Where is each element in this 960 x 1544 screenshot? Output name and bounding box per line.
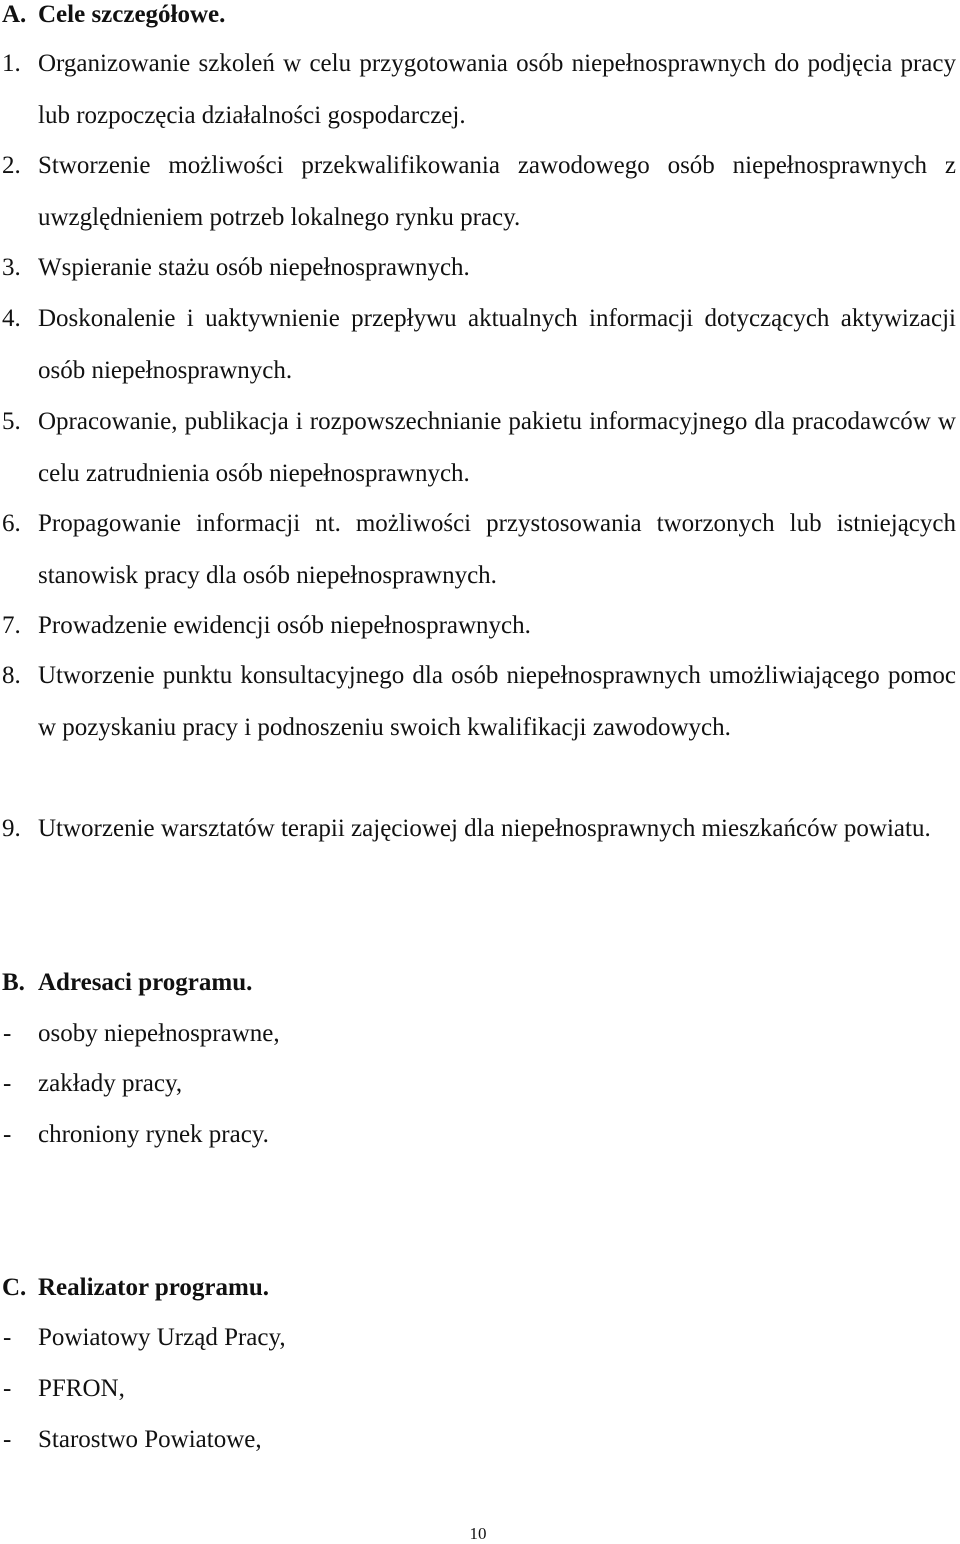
page-number: 10 (469, 1524, 487, 1543)
objective-number: 4. (2, 305, 21, 332)
addressee-text: osoby niepełnosprawne, (38, 1020, 280, 1047)
addressee-item (0, 1120, 956, 1150)
addressee-text: zakłady pracy, (38, 1070, 183, 1097)
addressee-item (0, 1069, 956, 1099)
section-b-title: Adresaci programu. (38, 969, 253, 996)
objective-item-7 (0, 600, 956, 652)
objective-text: Stworzenie możliwości przekwalifikowania zawodowego osób niepełnosprawnych z uwzględnieniem potrzeb lokalnego rynku pracy. (38, 152, 956, 231)
objective-number: 5. (2, 408, 21, 435)
section-c-title: Realizator programu. (38, 1274, 269, 1301)
list-dash: - (3, 1121, 12, 1148)
objective-number: 8. (2, 662, 21, 689)
objective-text: Organizowanie szkoleń w celu przygotowania osób niepełnosprawnych do podjęcia pracy lub rozpoczęcia działalności gospodarczej. (38, 50, 956, 129)
objective-number: 3. (2, 254, 21, 281)
list-dash: - (3, 1324, 12, 1351)
objective-item-1 (0, 38, 956, 141)
implementer-item (0, 1374, 956, 1404)
objective-text: Prowadzenie ewidencji osób niepełnosprawnych. (38, 612, 531, 639)
section-c-letter: C. (2, 1274, 27, 1301)
objective-text: Propagowanie informacji nt. możliwości przystosowania tworzonych lub istniejących stanowisk pracy dla osób niepełnosprawnych. (38, 510, 956, 589)
objective-number: 6. (2, 510, 21, 537)
implementer-text: PFRON, (38, 1375, 125, 1402)
implementer-text: Powiatowy Urząd Pracy, (38, 1324, 286, 1351)
list-dash: - (3, 1020, 12, 1047)
objective-number: 7. (2, 612, 21, 639)
section-b-heading (2, 968, 252, 998)
objective-item-4 (0, 293, 956, 396)
objective-text: Utworzenie punktu konsultacyjnego dla osób niepełnosprawnych umożliwiającego pomoc w pozyskaniu pracy i podnoszeniu swoich kwalifikacji zawodowych. (38, 662, 956, 741)
objective-text: Wspieranie stażu osób niepełnosprawnych. (38, 254, 470, 281)
objective-text: Utworzenie warsztatów terapii zajęciowej dla niepełnosprawnych mieszkańców powiatu. (38, 815, 931, 842)
section-c-heading (2, 1273, 269, 1303)
implementer-item (0, 1323, 956, 1353)
objective-item-2 (0, 140, 956, 243)
list-dash: - (3, 1426, 12, 1453)
addressee-item (0, 1019, 956, 1049)
objective-number: 9. (2, 815, 21, 842)
objective-item-6 (0, 498, 956, 601)
addressee-text: chroniony rynek pracy. (38, 1121, 269, 1148)
section-a-heading (2, 0, 225, 30)
implementer-item (0, 1425, 956, 1455)
section-a-letter: A. (2, 1, 27, 28)
objective-text: Doskonalenie i uaktywnienie przepływu aktualnych informacji dotyczących aktywizacji osób niepełnosprawnych. (38, 305, 956, 384)
objective-number: 1. (2, 50, 21, 77)
objective-item-9 (0, 803, 956, 855)
objective-item-3 (0, 242, 956, 294)
section-a-title: Cele szczegółowe. (38, 1, 226, 28)
objective-item-8 (0, 650, 956, 753)
objective-item-5 (0, 396, 956, 499)
list-dash: - (3, 1070, 12, 1097)
list-dash: - (3, 1375, 12, 1402)
objective-number: 2. (2, 152, 21, 179)
implementer-text: Starostwo Powiatowe, (38, 1426, 262, 1453)
section-b-letter: B. (2, 969, 25, 996)
objective-text: Opracowanie, publikacja i rozpowszechnianie pakietu informacyjnego dla pracodawców w celu zatrudnienia osób niepełnosprawnych. (38, 408, 956, 487)
